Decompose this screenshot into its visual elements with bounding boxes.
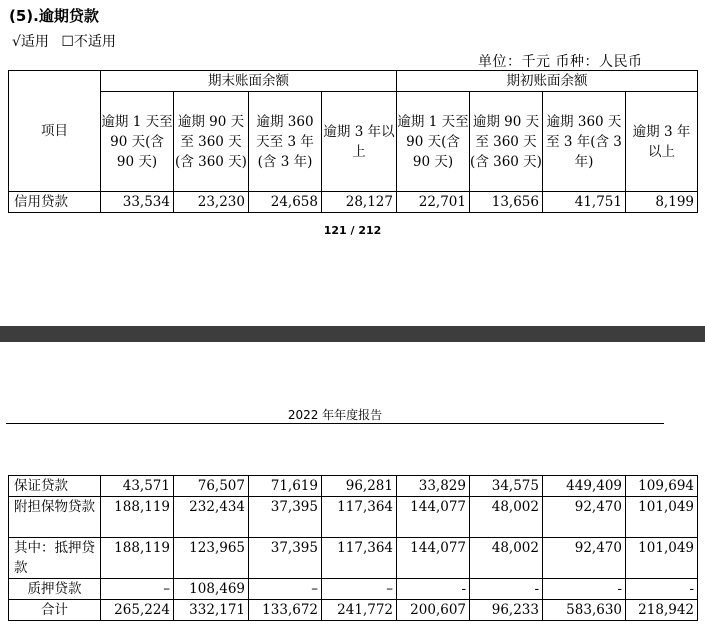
not-applicable-option: ☐不适用 xyxy=(61,34,116,50)
cell: 22,701 xyxy=(397,192,470,213)
cell: 101,049 xyxy=(626,497,698,538)
unit-line: 单位：千元 币种：人民币 xyxy=(478,54,643,70)
row-label: 附担保物贷款 xyxy=(9,497,101,538)
cell: 13,656 xyxy=(470,192,543,213)
header-begin-col-2: 逾期 90 天至 360 天(含 360 天) xyxy=(470,92,543,192)
header-period-begin: 期初账面余额 xyxy=(397,71,698,92)
cell: 144,077 xyxy=(397,538,470,579)
cell: – xyxy=(322,579,397,600)
cell: - xyxy=(470,579,543,600)
cell: 76,507 xyxy=(174,476,249,497)
page-number: 121 / 212 xyxy=(323,224,382,237)
cell: 37,395 xyxy=(249,497,322,538)
table-row xyxy=(9,476,698,497)
cell: 41,751 xyxy=(543,192,626,213)
cell: 332,171 xyxy=(174,600,249,621)
cell: - xyxy=(543,579,626,600)
row-label: 质押贷款 xyxy=(9,579,101,600)
cell: 144,077 xyxy=(397,497,470,538)
cell: 117,364 xyxy=(322,538,397,579)
header-rule xyxy=(6,423,664,424)
cell: 123,965 xyxy=(174,538,249,579)
cell: 583,630 xyxy=(543,600,626,621)
row-label: 其中：抵押贷款 xyxy=(9,538,101,579)
cell: 33,829 xyxy=(397,476,470,497)
header-end-col-1: 逾期 1 天至 90 天(含 90 天) xyxy=(101,92,174,192)
table-row xyxy=(9,600,698,621)
cell: 33,534 xyxy=(101,192,174,213)
header-end-col-3: 逾期 360 天至 3 年(含 3 年) xyxy=(249,92,322,192)
cell: 8,199 xyxy=(626,192,698,213)
header-end-col-4: 逾期 3 年以上 xyxy=(322,92,397,192)
cell: 449,409 xyxy=(543,476,626,497)
cell: 133,672 xyxy=(249,600,322,621)
cell: 23,230 xyxy=(174,192,249,213)
cell: 108,469 xyxy=(174,579,249,600)
row-label: 合计 xyxy=(9,600,101,621)
cell: 92,470 xyxy=(543,538,626,579)
cell: 109,694 xyxy=(626,476,698,497)
page-break xyxy=(0,326,705,342)
report-header: 2022 年年度报告 xyxy=(287,408,383,422)
section-title: (5).逾期贷款 xyxy=(9,7,99,25)
overdue-loans-table-page1 xyxy=(8,70,698,213)
header-end-col-2: 逾期 90 天至 360 天(含 360 天) xyxy=(174,92,249,192)
cell: 48,002 xyxy=(470,538,543,579)
cell: - xyxy=(397,579,470,600)
cell: 96,233 xyxy=(470,600,543,621)
cell: 34,575 xyxy=(470,476,543,497)
header-begin-col-4: 逾期 3 年以上 xyxy=(626,92,698,192)
applicability-options xyxy=(12,31,124,51)
cell: 71,619 xyxy=(249,476,322,497)
row-label: 信用贷款 xyxy=(9,192,101,213)
cell: 48,002 xyxy=(470,497,543,538)
cell: 218,942 xyxy=(626,600,698,621)
header-begin-col-3: 逾期 360 天至 3 年(含 3 年) xyxy=(543,92,626,192)
cell: 101,049 xyxy=(626,538,698,579)
cell: 188,119 xyxy=(101,538,174,579)
cell: 241,772 xyxy=(322,600,397,621)
cell: 28,127 xyxy=(322,192,397,213)
cell: - xyxy=(626,579,698,600)
cell: 92,470 xyxy=(543,497,626,538)
table-row xyxy=(9,538,698,579)
cell: 200,607 xyxy=(397,600,470,621)
row-label: 保证贷款 xyxy=(9,476,101,497)
cell: 37,395 xyxy=(249,538,322,579)
header-period-end: 期末账面余额 xyxy=(101,71,397,92)
table-row xyxy=(9,579,698,600)
cell: 265,224 xyxy=(101,600,174,621)
overdue-loans-table-page2 xyxy=(8,475,698,621)
table-row xyxy=(9,497,698,538)
cell: 117,364 xyxy=(322,497,397,538)
applicable-option: √适用 xyxy=(12,34,49,50)
cell: – xyxy=(249,579,322,600)
cell: 43,571 xyxy=(101,476,174,497)
header-begin-col-1: 逾期 1 天至 90 天(含 90 天) xyxy=(397,92,470,192)
header-item: 项目 xyxy=(9,71,101,192)
cell: 232,434 xyxy=(174,497,249,538)
cell: 188,119 xyxy=(101,497,174,538)
cell: – xyxy=(101,579,174,600)
cell: 96,281 xyxy=(322,476,397,497)
cell: 24,658 xyxy=(249,192,322,213)
table-row xyxy=(9,192,698,213)
